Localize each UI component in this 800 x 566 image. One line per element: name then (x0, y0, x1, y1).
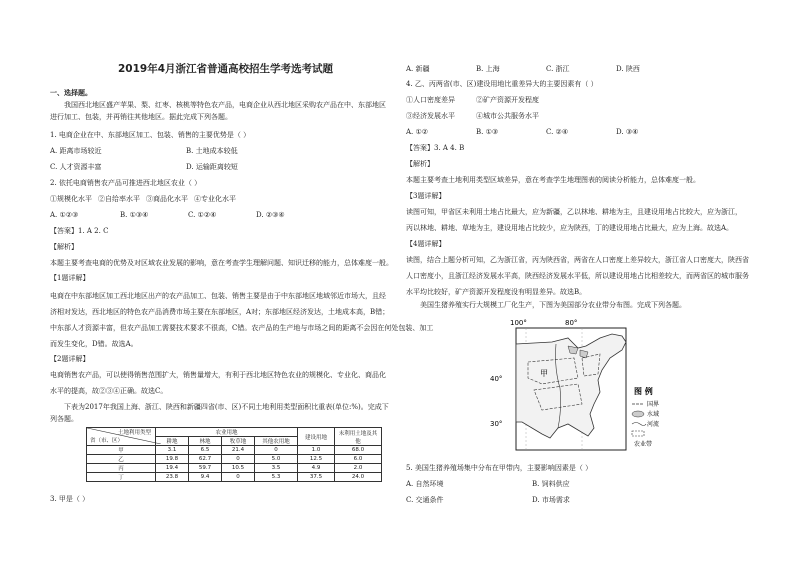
cell: 4.9 (298, 464, 335, 473)
answer-1-2: 【答案】1. A 2. C (50, 227, 109, 235)
q1-option-c[interactable]: C. 人才资源丰富 (50, 163, 102, 171)
table-intro-line-2: 列各题。 (50, 415, 78, 423)
q2-option-c[interactable]: C. ①②④ (188, 211, 217, 219)
cell: 3.1 (156, 446, 189, 455)
cell: 24.0 (335, 473, 382, 482)
col-header-grassland: 牧草地 (222, 437, 255, 446)
cell: 59.7 (189, 464, 222, 473)
legend-belt-symbol (632, 431, 644, 436)
analysis-text-right: 本题主要考查土地利用类型区域差异，意在考查学生地理图表的阅读分析能力，总体难度一般。 (406, 176, 700, 184)
q4-item-3: ③经济发展水平 (406, 112, 455, 120)
row-name: 乙 (87, 455, 156, 464)
q4-item-4: ④城市公共服务水平 (476, 112, 539, 120)
q5-option-c[interactable]: C. 交通条件 (406, 496, 444, 504)
q1-option-b[interactable]: B. 土地成本较低 (186, 147, 238, 155)
detail-1-line-1: 电商在中东部地区加工西北地区出产的农产品加工、包装、销售主要是由于中东部地区地域邻近市场大，且经 (50, 292, 386, 300)
col-header-forest: 林地 (189, 437, 222, 446)
q2-option-d[interactable]: D. ②③④ (256, 211, 285, 219)
legend-water-label: 水域 (647, 411, 660, 418)
detail-4-label: 【4题详解】 (406, 240, 446, 248)
cell: 5.3 (255, 473, 298, 482)
cell: 5.0 (255, 455, 298, 464)
q1-option-d[interactable]: D. 运输距离较短 (186, 163, 238, 171)
q1-option-a[interactable]: A. 距离市场较近 (50, 147, 102, 155)
detail-1-label: 【1题详解】 (50, 274, 90, 282)
detail-2-line-1: 电商销售农产品，可以使得销售范围扩大，销售量增大，有利于西北地区特色农业的规模化、专业化、商品化 (50, 371, 386, 379)
detail-3-label: 【3题详解】 (406, 192, 446, 200)
answer-3-4: 【答案】3. A 4. B (406, 144, 465, 152)
cell: 6.0 (335, 455, 382, 464)
lon-label-100: 100° (510, 319, 527, 327)
row-name: 甲 (87, 446, 156, 455)
analysis-text: 本题主要考查电商的优势及对区域农业发展的影响，意在考查学生理解问题、知识迁移的能力，总体难度一般。 (50, 259, 393, 267)
legend-river-label: 河流 (647, 421, 660, 428)
detail-4-line-1: 读图，结合上题分析可知，乙为浙江省，丙为陕西省，两省在人口密度上差异较大，浙江省人口密度大，陕西省 (406, 256, 749, 264)
agri-group-header: 农业用地 (156, 428, 298, 437)
cell: 0 (255, 446, 298, 455)
cell: 23.8 (156, 473, 189, 482)
intro-line-1: 我国西北地区盛产苹果、梨、红枣、核桃等特色农产品，电商企业从西北地区采购农产品在中、东部地区 (64, 101, 386, 109)
detail-1-line-2: 济相对发达，西北地区的特色农产品消费市场主要在东部地区，A对；东部地区经济发达，土地成本高，B错； (50, 308, 390, 316)
legend-border-label: 国界 (647, 401, 660, 408)
col-header-other-agri: 其他农用地 (255, 437, 298, 446)
question-2: 2. 依托电商销售农产品可推进西北地区农业（ ） (50, 179, 202, 187)
table-row (87, 455, 382, 464)
q4-item-1: ①人口密度差异 (406, 96, 455, 104)
cell: 37.5 (298, 473, 335, 482)
cell: 0 (222, 473, 255, 482)
section-heading: 一、选择题。 (50, 88, 92, 97)
q4-item-2: ②矿产资源开发程度 (476, 96, 539, 104)
col-build-header: 建设用地 (298, 428, 335, 446)
cell: 19.4 (156, 464, 189, 473)
table-row (87, 473, 382, 482)
cell: 1.0 (298, 446, 335, 455)
cell: 2.0 (335, 464, 382, 473)
cell: 9.4 (189, 473, 222, 482)
cell: 6.5 (189, 446, 222, 455)
table-row (87, 446, 382, 455)
detail-4-line-2: 人口密度小，且浙江经济发展水平高，陕西经济发展水平低，所以建设用地占比相差较大，而两省区的城市服务 (406, 272, 749, 280)
q4-option-c[interactable]: C. ②④ (546, 128, 569, 136)
detail-1-line-4: 而发生变化，D错。故选A。 (50, 340, 138, 348)
q2-item-2: ②自给率水平 (98, 195, 140, 203)
q3-option-b[interactable]: B. 上海 (476, 65, 500, 73)
q4-option-a[interactable]: A. ①② (406, 128, 429, 136)
detail-3-line-2: 丙以林地、耕地、草地为主，建设用地占比较少，应为陕西，丁的建设用地占比最大，应为上海。故选A。 (406, 224, 734, 232)
cell: 12.5 (298, 455, 335, 464)
q5-option-b[interactable]: B. 饲料供应 (532, 480, 570, 488)
question-3: 3. 甲是（ ） (50, 495, 90, 503)
q4-option-d[interactable]: D. ③④ (616, 128, 639, 136)
col-header-cropland: 耕地 (156, 437, 189, 446)
land-use-table (86, 427, 382, 482)
q2-item-4: ④专业化水平 (194, 195, 236, 203)
detail-3-line-1: 读图可知，甲省区未利用土地占比最大，应为新疆，乙以林地、耕地为主，且建设用地占比较大，应为浙江， (406, 208, 742, 216)
corner-top-label: 土地利用类型 (117, 429, 151, 436)
legend-title: 图 例 (634, 387, 653, 396)
analysis-label-right: 【解析】 (406, 160, 434, 168)
document-title: 2019年4月浙江省普通高校招生学考选考试题 (118, 63, 334, 75)
legend-water-symbol (632, 411, 644, 417)
detail-4-line-3: 水平均比较好，矿产资源开发程度没有明显差异。故选B。 (406, 288, 587, 296)
q3-option-a[interactable]: A. 新疆 (406, 65, 430, 73)
row-name: 丙 (87, 464, 156, 473)
detail-1-line-3: 中东部人才资源丰富，但农产品加工需要技术要求不很高，C错。农产品的生产地与市场之间的距离不会因在何处包装、加工 (50, 324, 434, 332)
intro-line-2: 进行加工、包装，并再销往其他地区。据此完成下列各题。 (50, 113, 232, 121)
table-corner-cell (87, 428, 156, 446)
cell: 3.5 (255, 464, 298, 473)
cell: 10.5 (222, 464, 255, 473)
question-1: 1. 电商企业在中、东部地区加工、包装、销售的主要优势是（ ） (50, 131, 251, 139)
corner-diagonal (87, 428, 161, 444)
legend-river-symbol (632, 423, 646, 426)
us-agriculture-map (482, 318, 682, 458)
lat-label-30: 30° (490, 420, 503, 428)
question-4: 4. 乙、丙两省(市、区)建设用地比重差异大的主要因素有（ ） (406, 80, 598, 88)
q5-option-a[interactable]: A. 自然环境 (406, 480, 444, 488)
cell: 68.0 (335, 446, 382, 455)
corner-bottom-label: 省（市、区） (90, 437, 124, 444)
q4-option-b[interactable]: B. ①③ (476, 128, 499, 136)
col-unused-header: 未利用土地及其他 (335, 428, 382, 446)
lon-label-80: 80° (565, 319, 578, 327)
map-intro: 美国生猪养殖实行大规模工厂化生产，下图为美国部分农业带分布图。完成下列各题。 (420, 301, 686, 309)
lat-label-40: 40° (490, 375, 503, 383)
q2-item-1: ①规模化水平 (50, 195, 92, 203)
q3-option-d[interactable]: D. 陕西 (616, 65, 640, 73)
q2-item-3: ③商品化水平 (146, 195, 188, 203)
question-5: 5. 美国生猪养殖场集中分布在甲带内，主要影响因素是（ ） (406, 464, 593, 472)
cell: 0 (222, 455, 255, 464)
q2-option-a[interactable]: A. ①②③ (50, 211, 79, 219)
detail-2-line-2: 水平的提高，故②③④正确。故选C。 (50, 387, 168, 395)
region-label-jia: 甲 (540, 369, 548, 378)
table-intro-line-1: 下表为2017年我国上海、浙江、陕西和新疆四省(市、区)不同土地利用类型面积比重表(单位:%)。完成下 (64, 403, 389, 411)
detail-2-label: 【2题详解】 (50, 355, 90, 363)
legend-belt-label: 农业带 (634, 441, 653, 448)
cell: 21.4 (222, 446, 255, 455)
table-row (87, 464, 382, 473)
q3-option-c[interactable]: C. 浙江 (546, 65, 570, 73)
cell: 19.8 (156, 455, 189, 464)
row-name: 丁 (87, 473, 156, 482)
q2-option-b[interactable]: B. ①③④ (120, 211, 149, 219)
cell: 62.7 (189, 455, 222, 464)
analysis-label: 【解析】 (50, 243, 78, 251)
q5-option-d[interactable]: D. 市场需求 (532, 496, 570, 504)
